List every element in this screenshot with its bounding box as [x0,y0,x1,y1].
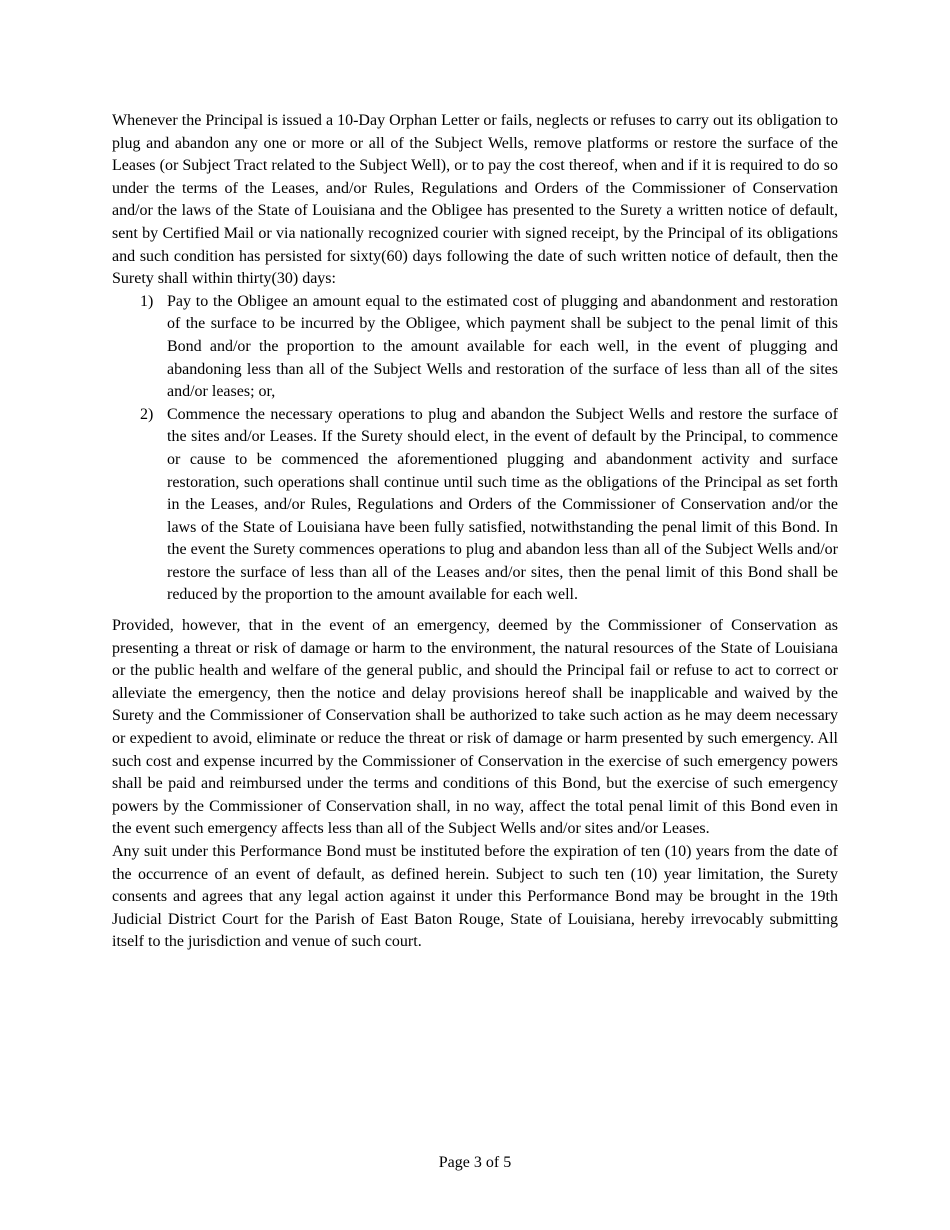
list-item [112,404,838,607]
list-item-number: 1) [140,292,154,310]
list-item-number: 2) [140,405,154,423]
list-item [112,291,838,404]
obligations-list [112,291,838,607]
list-item-text: Commence the necessary operations to plug and abandon the Subject Wells and restore the surface of the sites and/or Leases. If the Surety should elect, in the event of default by the Principal, to commence or cause to be commenced the aforementioned plugging and abandonment activity and surface restoration, such operations shall continue until such time as the obligations of the Principal as set forth in the Leases, and/or Rules, Regulations and Orders of the Commissioner of Conservation and/or the laws of the State of Louisiana have been fully satisfied, notwithstanding the penal limit of this Bond. In the event the Surety commences operations to plug and abandon less than all of the Subject Wells and/or restore the surface of less than all of the Leases and/or sites, then the penal limit of this Bond shall be reduced by the proportion to the amount available for each well. [167,405,838,604]
suit-paragraph: Any suit under this Performance Bond must be instituted before the expiration of ten (10) years from the date of the occurrence of an event of default, as defined herein. Subject to such ten (10) year limitation, the Surety consents and agrees that any legal action against it under this Performance Bond may be brought in the 19th Judicial District Court for the Parish of East Baton Rouge, State of Louisiana, hereby irrevocably submitting itself to the jurisdiction and venue of such court. [112,843,838,951]
document-body [112,110,838,954]
provided-paragraph: Provided, however, that in the event of an emergency, deemed by the Commissioner of Conservation as presenting a threat or risk of damage or harm to the environment, the natural resources of the State of Louisiana or the public health and welfare of the general public, and should the Principal fail or refuse to act to correct or alleviate the emergency, then the notice and delay provisions hereof shall be inapplicable and waived by the Surety and the Commissioner of Conservation shall be authorized to take such action as he may deem necessary or expedient to avoid, eliminate or reduce the threat or risk of damage or harm presented by such emergency. All such cost and expense incurred by the Commissioner of Conservation in the exercise of such emergency powers shall be paid and reimbursed under the terms and conditions of this Bond, but the exercise of such emergency powers by the Commissioner of Conservation shall, in no way, affect the total penal limit of this Bond even in the event such emergency affects less than all of the Subject Wells and/or sites and/or Leases. [112,617,838,838]
intro-paragraph: Whenever the Principal is issued a 10-Day Orphan Letter or fails, neglects or refuses to carry out its obligation to plug and abandon any one or more or all of the Subject Wells, remove platforms or restore the surface of the Leases (or Subject Tract related to the Subject Well), or to pay the cost thereof, when and if it is required to do so under the terms of the Leases, and/or Rules, Regulations and Orders of the Commissioner of Conservation and/or the laws of the State of Louisiana and the Obligee has presented to the Surety a written notice of default, sent by Certified Mail or via nationally recognized courier with signed receipt, by the Principal of its obligations and such condition has persisted for sixty(60) days following the date of such written notice of default, then the Surety shall within thirty(30) days: [112,112,838,288]
page-number: Page 3 of 5 [438,1154,512,1171]
list-item-text: Pay to the Obligee an amount equal to the estimated cost of plugging and abandonment and restoration of the surface to be incurred by the Obligee, which payment shall be subject to the penal limit of this Bond and/or the proportion to the amount available for each well, in the event of plugging and abandoning less than all of the Subject Wells and restoration of the surface of less than all of the sites and/or leases; or, [167,292,838,401]
